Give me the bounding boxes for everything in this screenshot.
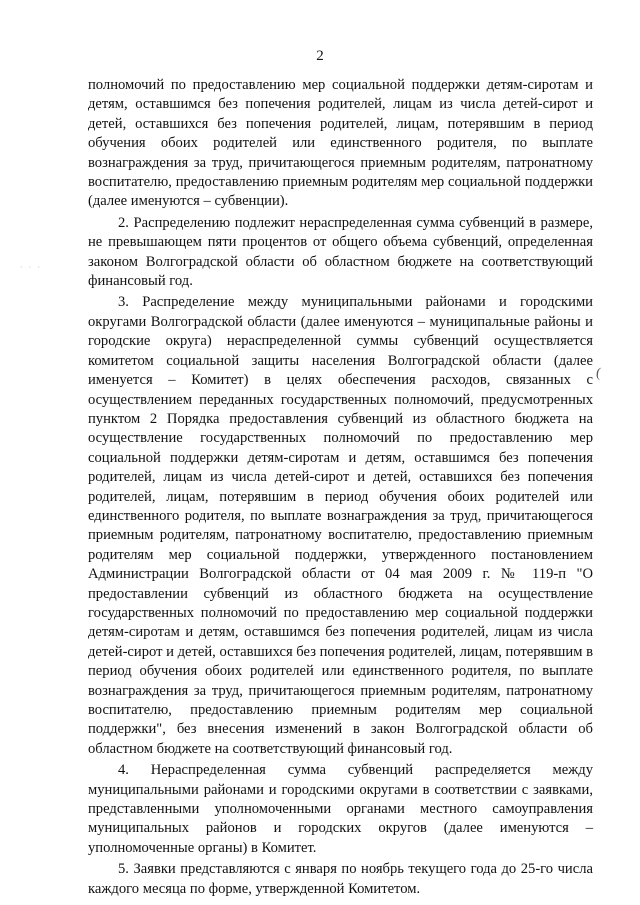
scan-artifact-mark: (	[595, 365, 602, 382]
paragraph-3: 3. Распределение между муниципальными районами и городскими округами Волгоградской области (далее именуются – муниципальные районы и городские округа) нераспределенной суммы субвенций осуществляется комитетом социальной защиты населения Волгоградской области (далее именуется – Комитет) в целях обеспечения расходов, связанных с осуществлением переданных государственных полномочий, предусмотренных пунктом 2 Порядка предоставления субвенций из областного бюджета на осуществление государственных полномочий по предоставлению мер социальной поддержки детям-сиротам и детям, оставшимся без попечения родителей, лицам из числа детей-сирот и детей, оставшихся без попечения родителей, лицам, потерявшим в период обучения обоих родителей или единственного родителя, по выплате вознаграждения за труд, причитающегося приемным родителям, патронатному воспитателю, предоставлению приемным родителям мер социальной поддержки, утвержденного постановлением Администрации Волгоградской области от 04 мая 2009 г. № 119-п "О предоставлении субвенций из областного бюджета на осуществление государственных полномочий по предоставлению мер социальной поддержки детям-сиротам и детям, оставшимся без попечения родителей, лицам из числа детей-сирот и детей, оставшихся без попечения родителей, лицам, потерявшим в период обучения обоих родителей или единственного родителя, по выплате вознаграждения за труд, причитающегося приемным родителям, патронатному воспитателю, предоставлению приемным родителям мер социальной поддержки", без внесения изменений в закон Волгоградской области об областном бюджете на соответствующий финансовый год.	[88, 294, 593, 757]
paragraph-continuation: полномочий по предоставлению мер социальной поддержки детям-сиротам и детям, оставшимся без попечения родителей, лицам из числа детей-сирот и детей, оставшихся без попечения родителей, лицам, потерявшим в период обучения обоих родителей или единственного родителя, по выплате вознаграждения за труд, причитающегося приемным родителям, патронатному воспитателю, предоставлению приемным родителям мер социальной поддержки (далее именуются – субвенции).	[88, 77, 593, 210]
scan-artifact-dots: · · ·	[20, 263, 42, 272]
page-number: 2	[316, 48, 324, 64]
document-body	[88, 76, 593, 901]
paragraph-5: 5. Заявки представляются с января по ноябрь текущего года до 25-го числа каждого месяца по форме, утвержденной Комитетом.	[88, 861, 593, 897]
paragraph-2: 2. Распределению подлежит нераспределенная сумма субвенций в размере, не превышающем пяти процентов от общего объема субвенций, определенная законом Волгоградской области об областном бюджете на соответствующий финансовый год.	[88, 214, 593, 290]
paragraph-4: 4. Нераспределенная сумма субвенций распределяется между муниципальными районами и городскими округами в соответствии с заявками, представленными уполномоченными органами местного самоуправления муниципальных районов и городских округов (далее именуются – уполномоченные органы) в Комитет.	[88, 762, 593, 856]
